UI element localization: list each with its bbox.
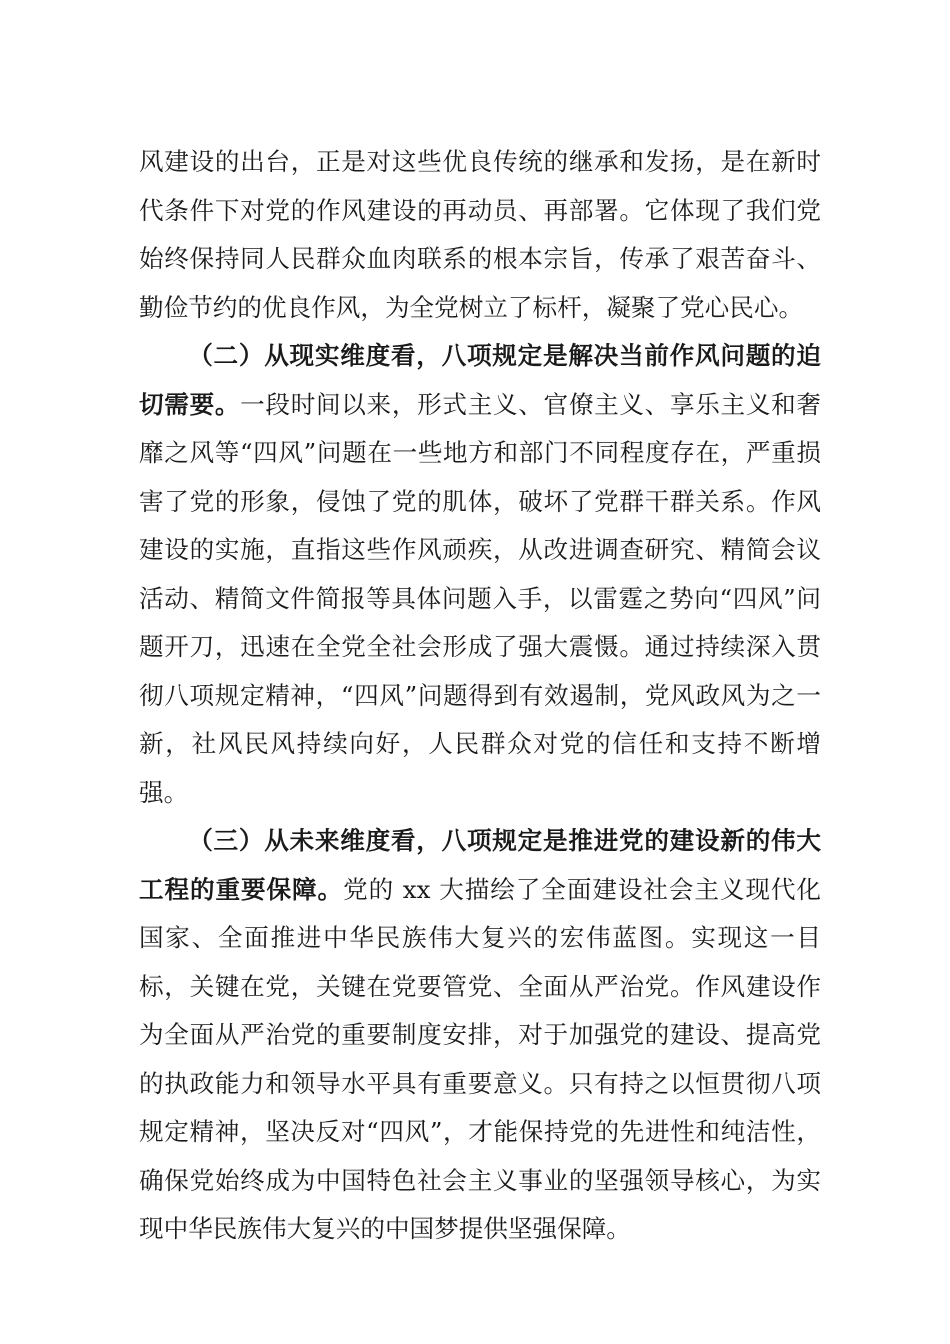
- paragraph-text: 党的 xx 大描绘了全面建设社会主义现代化国家、全面推进中华民族伟大复兴的宏伟蓝图。实现这一目标，关键在党，关键在党要管党、全面从严治党。作风建设作为全面从严治党的重要制度安排，对于加强党的建设、提高党的执政能力和领导水平具有重要意义。只有持之以恒贯彻八项规定精神，坚决反对“四风”，才能保持党的先进性和纯洁性，确保党始终成为中国特色社会主义事业的坚强领导核心，为实现中华民族伟大复兴的中国梦提供坚强保障。: [139, 874, 821, 1243]
- paragraph-text: 一段时间以来，形式主义、官僚主义、享乐主义和奢靡之风等“四风”问题在一些地方和部门不同程度存在，严重损害了党的形象，侵蚀了党的肌体，破坏了党群干群关系。作风建设的实施，直指这些作风顽疾，从改进调查研究、精简会议活动、精简文件简报等具体问题入手，以雷霆之势向“四风”问题开刀，迅速在全党全社会形成了强大震慑。通过持续深入贯彻八项规定精神，“四风”问题得到有效遏制，党风政风为之一新，社风民风持续向好，人民群众对党的信任和支持不断增强。: [139, 389, 821, 807]
- document-body: [139, 138, 821, 1254]
- paragraph-heading: （二）从现实维度看，八项规定是解决当前作风问题的迫切需要。: [139, 341, 821, 419]
- paragraph-text: 风建设的出台，正是对这些优良传统的继承和发扬，是在新时代条件下对党的作风建设的再动员、再部署。它体现了我们党始终保持同人民群众血肉联系的根本宗旨，传承了艰苦奋斗、勤俭节约的优良作风，为全党树立了标杆，凝聚了党心民心。: [139, 147, 821, 322]
- paragraph-realistic-dimension: [139, 332, 821, 817]
- paragraph-future-dimension: [139, 817, 821, 1254]
- paragraph-continuation: [139, 138, 821, 332]
- paragraph-heading: （三）从未来维度看，八项规定是推进党的建设新的伟大工程的重要保障。: [139, 826, 821, 904]
